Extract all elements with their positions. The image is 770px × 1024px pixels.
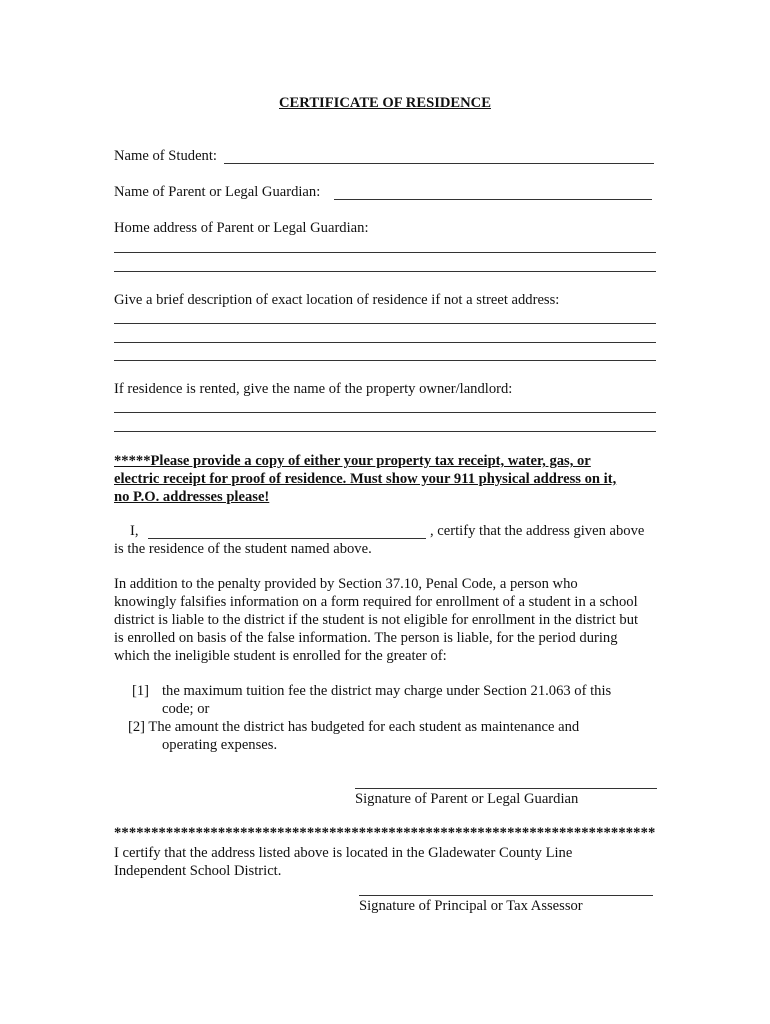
- separator-stars: *************************************************************************: [114, 825, 656, 841]
- home-address-field-2[interactable]: [114, 271, 656, 272]
- location-description-label: Give a brief description of exact location of residence if not a street address:: [114, 292, 560, 308]
- guardian-signature-label: Signature of Parent or Legal Guardian: [355, 791, 579, 807]
- certify-suffix: , certify that the address given above: [430, 523, 645, 539]
- certify-line-2: is the residence of the student named above.: [114, 541, 372, 557]
- location-description-field-2[interactable]: [114, 342, 656, 343]
- landlord-field-1[interactable]: [114, 412, 656, 413]
- landlord-field-2[interactable]: [114, 431, 656, 432]
- landlord-label: If residence is rented, give the name of the property owner/landlord:: [114, 381, 513, 397]
- guardian-name-label: Name of Parent or Legal Guardian:: [114, 184, 321, 200]
- guardian-name-field[interactable]: [334, 199, 652, 200]
- location-description-field-3[interactable]: [114, 360, 656, 361]
- location-description-field-1[interactable]: [114, 323, 656, 324]
- page-title: CERTIFICATE OF RESIDENCE: [279, 95, 491, 111]
- certify-prefix: I,: [130, 523, 139, 539]
- guardian-signature-field[interactable]: [355, 788, 657, 789]
- home-address-field-1[interactable]: [114, 252, 656, 253]
- student-name-field[interactable]: [224, 163, 654, 164]
- student-name-label: Name of Student:: [114, 148, 217, 164]
- certifier-name-field[interactable]: [148, 538, 426, 539]
- home-address-label: Home address of Parent or Legal Guardian:: [114, 220, 369, 236]
- principal-signature-label: Signature of Principal or Tax Assessor: [359, 898, 583, 914]
- principal-signature-field[interactable]: [359, 895, 653, 896]
